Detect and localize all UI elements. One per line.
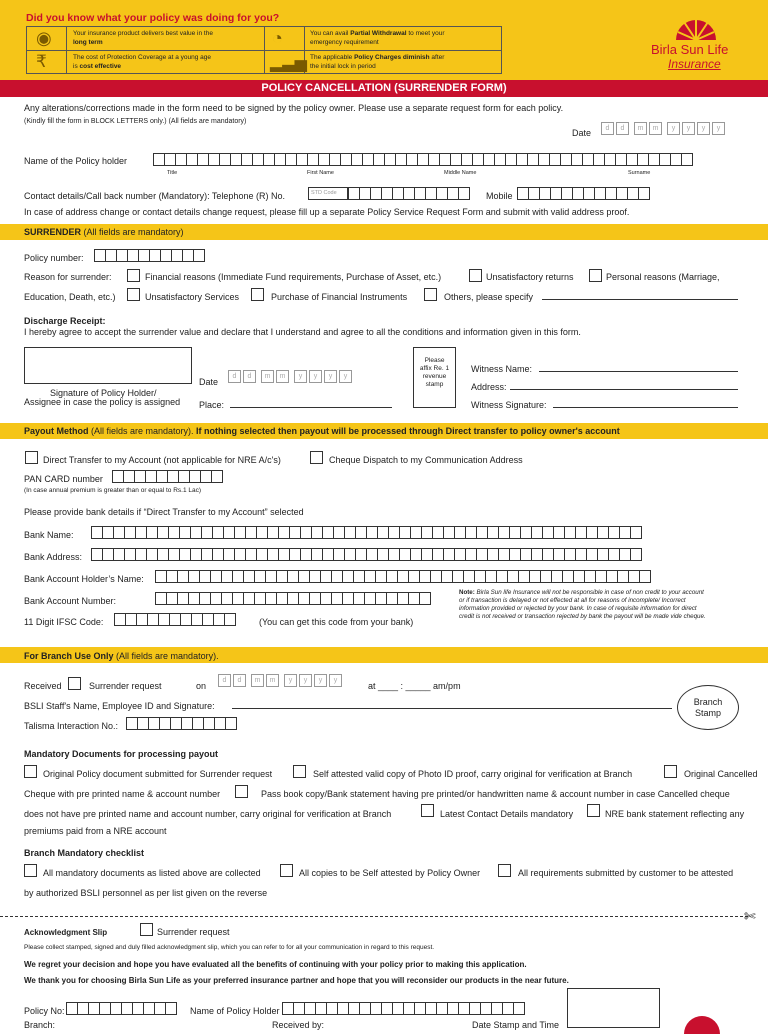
form-title: POLICY CANCELLATION (SURRENDER FORM)	[261, 82, 507, 94]
doc-original-policy-checkbox[interactable]	[24, 765, 37, 778]
ack-policy-boxes[interactable]	[66, 1002, 176, 1015]
account-number-boxes[interactable]	[155, 592, 430, 605]
staff-line[interactable]	[232, 708, 672, 709]
others-specify-line[interactable]	[542, 299, 738, 300]
money-bag-icon: ◉	[36, 28, 52, 48]
payout-note: Note: Birla Sun life Insurance will not be responsible in case of non credit to your account or if transaction is delayed or not effected at all for reasons of incomplete/ Incorrect information provided or rejected by your bank. In case of requisite information for direct credit is not received or transaction rejected by bank the payout will be made vide cheque.	[459, 589, 706, 620]
ifsc-boxes[interactable]	[114, 613, 235, 626]
witness-name-line[interactable]	[539, 371, 738, 372]
date-field[interactable]: d d m m y y y y	[601, 122, 727, 135]
footer-logo-icon	[684, 1016, 720, 1034]
reason-instruments-checkbox[interactable]	[251, 288, 264, 301]
witness-signature-line[interactable]	[553, 407, 738, 408]
brand-subtitle: Insurance	[668, 57, 721, 71]
account-holder-boxes[interactable]	[155, 570, 650, 583]
cheque-dispatch-checkbox[interactable]	[310, 451, 323, 464]
brand-name: Birla Sun Life	[651, 42, 729, 57]
signature-box[interactable]	[24, 347, 192, 384]
reason-services-checkbox[interactable]	[127, 288, 140, 301]
reason-others-checkbox[interactable]	[424, 288, 437, 301]
mobile-boxes[interactable]	[517, 187, 649, 200]
rupee-icon: ₹	[36, 52, 47, 71]
discharge-date-field[interactable]: d d m m y y y y	[228, 370, 354, 383]
checklist-collected-checkbox[interactable]	[24, 864, 37, 877]
reason-financial-checkbox[interactable]	[127, 269, 140, 282]
ack-stamp-box	[567, 988, 660, 1028]
ack-surrender-checkbox[interactable]	[140, 923, 153, 936]
scissors-icon: ✄	[744, 908, 756, 924]
bar-chart-icon: ▂▃▅	[270, 55, 307, 72]
std-code-field[interactable]: STD Code	[308, 187, 348, 200]
doc-photo-id-checkbox[interactable]	[293, 765, 306, 778]
talisma-boxes[interactable]	[126, 717, 236, 730]
bank-name-boxes[interactable]	[91, 526, 641, 539]
bank-address-boxes[interactable]	[91, 548, 641, 561]
checklist-requirements-checkbox[interactable]	[498, 864, 511, 877]
policy-number-boxes[interactable]	[94, 249, 204, 262]
place-line[interactable]	[230, 407, 392, 408]
doc-passbook-checkbox[interactable]	[235, 785, 248, 798]
header-question: Did you know what your policy was doing for you?	[26, 12, 280, 24]
received-surrender-checkbox[interactable]	[68, 677, 81, 690]
reason-returns-checkbox[interactable]	[469, 269, 482, 282]
witness-address-line[interactable]	[510, 389, 738, 390]
checklist-attested-checkbox[interactable]	[280, 864, 293, 877]
direct-transfer-checkbox[interactable]	[25, 451, 38, 464]
pie-chart-icon: ◔	[272, 28, 283, 48]
received-date-field[interactable]: d d m m y y y y	[218, 674, 344, 687]
branch-stamp-oval: Branch Stamp	[677, 685, 739, 730]
holder-name-boxes[interactable]	[153, 153, 692, 166]
doc-cancelled-cheque-checkbox[interactable]	[664, 765, 677, 778]
sun-logo-icon	[670, 10, 722, 40]
cut-line	[0, 916, 748, 917]
revenue-stamp-box: Please affix Re. 1 revenue stamp	[413, 347, 456, 408]
pan-boxes[interactable]	[112, 470, 222, 483]
doc-contact-details-checkbox[interactable]	[421, 804, 434, 817]
doc-nre-statement-checkbox[interactable]	[587, 804, 600, 817]
ack-name-boxes[interactable]	[282, 1002, 524, 1015]
telephone-boxes[interactable]	[348, 187, 469, 200]
reason-personal-checkbox[interactable]	[589, 269, 602, 282]
